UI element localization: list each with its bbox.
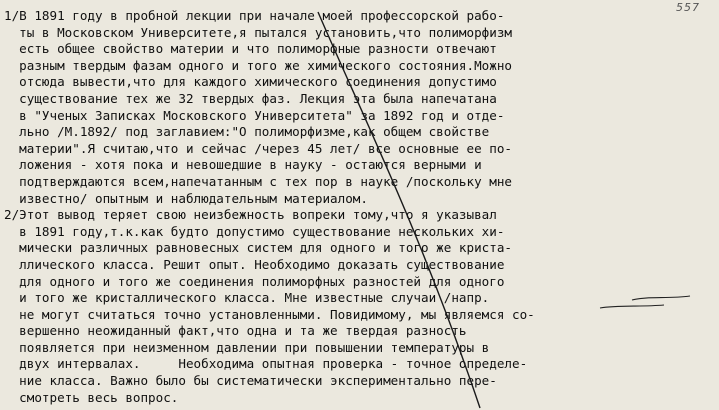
text-line: отсюда вывести,что для каждого химического соединения допустимо bbox=[4, 74, 497, 90]
text-line: мически различных равновесных систем для одного и того же криста- bbox=[4, 240, 512, 256]
text-line: подтверждаются всем,напечатанным с тех пор в науке /поскольку мне bbox=[4, 173, 512, 189]
text-line: ложения - хотя пока и невошедшие в науку - остаются верными и bbox=[4, 157, 482, 173]
text-line: известно/ опытным и наблюдательным материалом. bbox=[4, 190, 368, 206]
text-line: льно /М.1892/ под заглавием:"О полиморфизме,как общем свойстве bbox=[4, 124, 490, 140]
text-line: есть общее свойство материи и что полиморфные разности отвечают bbox=[4, 41, 497, 57]
typewritten-text bbox=[4, 8, 716, 406]
text-line: смотреть весь вопрос. bbox=[4, 389, 179, 405]
text-line: в 1891 году,т.к.как будто допустимо существование нескольких хи- bbox=[4, 223, 505, 239]
text-line: ты в Московском Университете,я пытался установить,что полиморфизм bbox=[4, 24, 512, 40]
text-line: двух интервалах. Необходима опытная проверка - точное определе- bbox=[4, 356, 528, 372]
folio-number: 557 bbox=[676, 1, 700, 14]
text-line: и того же кристаллического класса. Мне известные случаи /напр. bbox=[4, 290, 490, 306]
text-line: 1/В 1891 году в пробной лекции при начале моей профессорской рабо- bbox=[4, 8, 505, 23]
text-line: для одного и того же соединения полиморфных разностей для одного bbox=[4, 273, 505, 289]
text-line: появляется при неизменном давлении при повышении температуры в bbox=[4, 339, 490, 355]
text-line: существование тех же 32 твердых фаз. Лекция эта была напечатана bbox=[4, 90, 497, 106]
text-line: ние класса. Важно было бы систематически экспериментально пере- bbox=[4, 373, 497, 389]
text-line: 2/Этот вывод теряет свою неизбежность вопреки тому,что я указывал bbox=[4, 207, 497, 223]
text-line: разным твердым фазам одного и того же химического состояния.Можно bbox=[4, 57, 512, 73]
text-line: в "Ученых Записках Московского Университета" за 1892 год и отде- bbox=[4, 107, 505, 123]
text-line: вершенно неожиданный факт,что одна и та же твердая разность bbox=[4, 323, 467, 339]
text-line: ллического класса. Решит опыт. Необходимо доказать существование bbox=[4, 256, 505, 272]
text-line: не могут считаться точно установленными. Повидимому, мы являемся со- bbox=[4, 306, 535, 322]
text-line: материи".Я считаю,что и сейчас /через 45 лет/ все основные ее по- bbox=[4, 140, 512, 156]
